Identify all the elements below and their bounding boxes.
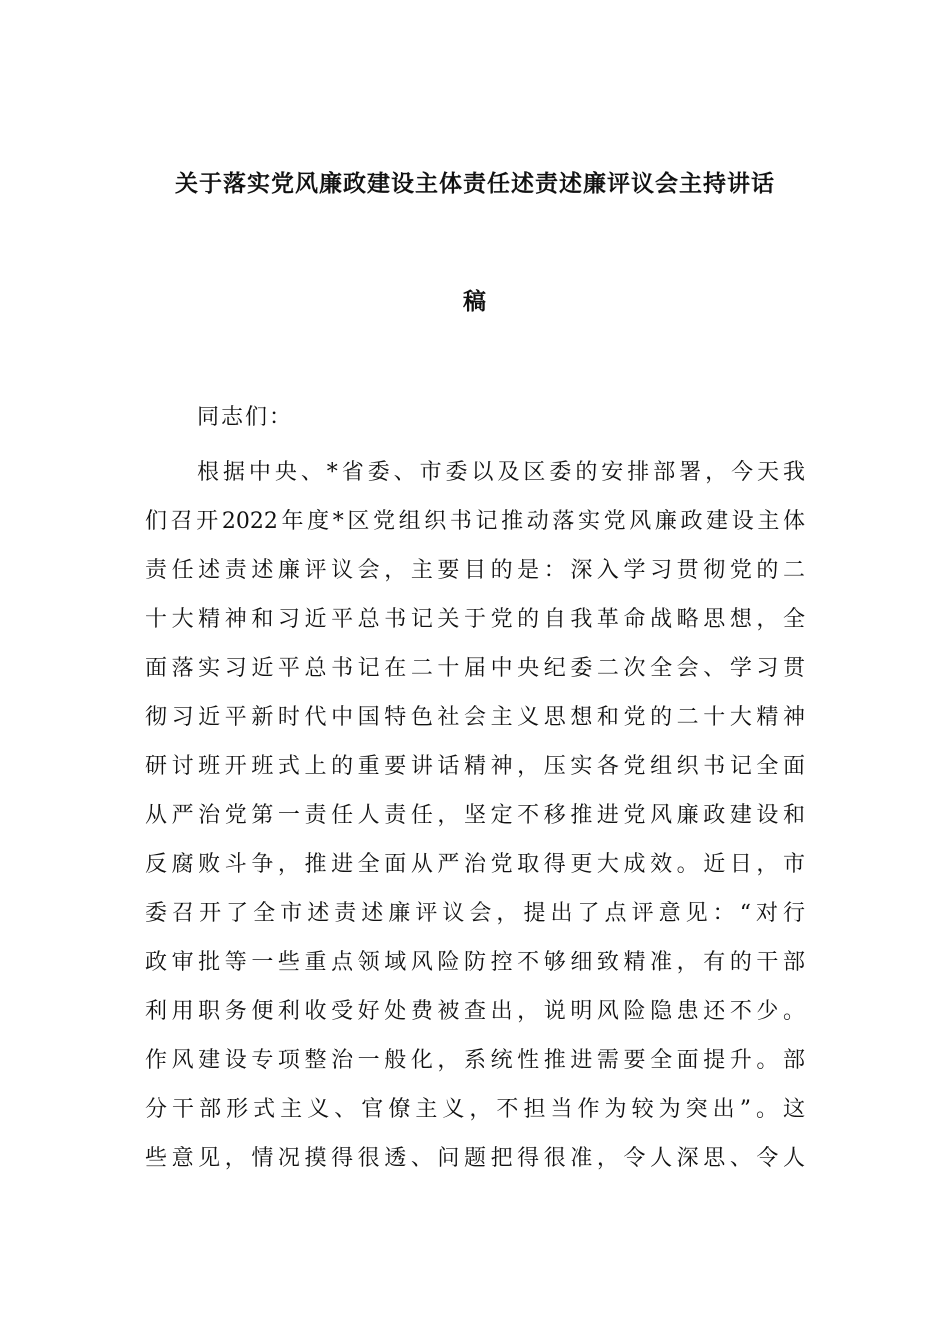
body-line: 根据中央、*省委、市委以及区委的安排部署，今天我 [197,460,805,485]
document-title-line-1: 关于落实党风廉政建设主体责任述责述廉评议会主持讲话 [175,170,775,197]
body-line: 从严治党第一责任人责任，坚定不移推进党风廉政建设和 [145,803,805,828]
body-line: 政审批等一些重点领域风险防控不够细致精准，有的干部 [145,950,805,975]
body-line: 分干部形式主义、官僚主义，不担当作为较为突出”。这 [145,1097,805,1122]
document-title-line-2: 稿 [463,288,487,315]
body-line: 委召开了全市述责述廉评议会，提出了点评意见：“对行 [145,901,805,926]
body-line: 反腐败斗争，推进全面从严治党取得更大成效。近日，市 [145,852,805,877]
body-line: 利用职务便利收受好处费被查出，说明风险隐患还不少。 [145,999,805,1024]
body-line: 十大精神和习近平总书记关于党的自我革命战略思想，全 [145,607,805,632]
body-line: 们召开2022年度*区党组织书记推动落实党风廉政建设主体 [145,509,805,534]
body-line: 面落实习近平总书记在二十届中央纪委二次全会、学习贯 [145,656,805,681]
body-line: 些意见，情况摸得很透、问题把得很准，令人深思、令人 [145,1146,805,1171]
body-line: 研讨班开班式上的重要讲话精神，压实各党组织书记全面 [145,754,805,779]
body-line: 彻习近平新时代中国特色社会主义思想和党的二十大精神 [145,705,805,730]
body-line: 责任述责述廉评议会，主要目的是：深入学习贯彻党的二 [145,558,805,583]
body-paragraph [145,448,805,1183]
body-line: 作风建设专项整治一般化，系统性推进需要全面提升。部 [145,1048,805,1073]
salutation: 同志们： [197,405,294,430]
